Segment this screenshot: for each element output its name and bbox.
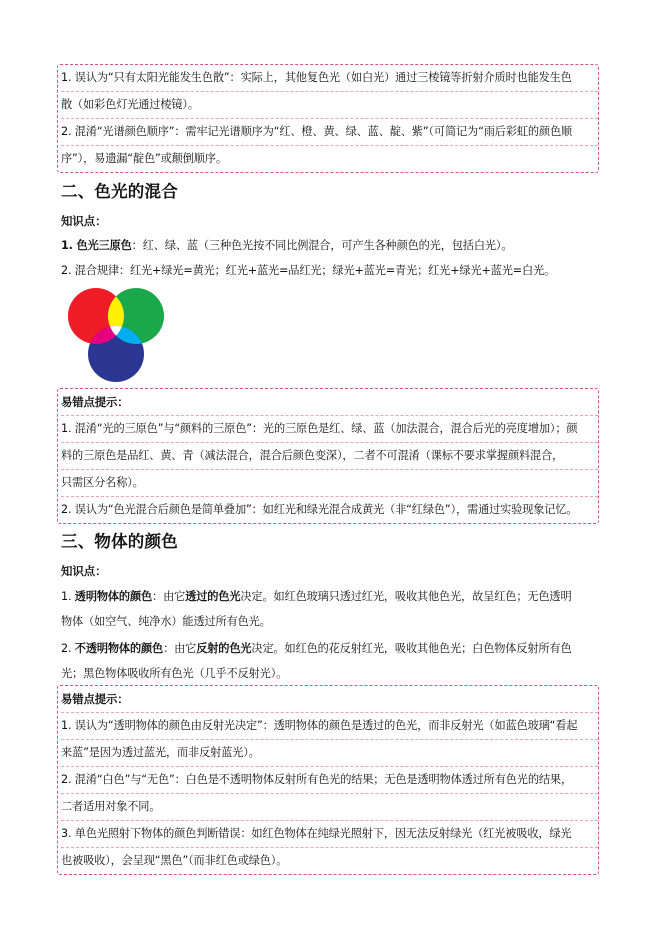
knowledge-p2-line2: 光；黑色物体吸收所有色光（几乎不反射光）。 xyxy=(61,667,288,680)
item-bold: 透过的色光 xyxy=(185,590,241,603)
item-text: 决定。如红色的花反射红光，吸收其他色光；白色物体反射所有色 xyxy=(251,642,572,655)
item-text: 决定。如红色玻璃只透过红光，吸收其他色光，故呈红色；无色透明 xyxy=(240,590,572,603)
tip-line: 1. 误认为“透明物体的颜色由反射光决定”：透明物体的颜色是透过的色光，而非反射光（如蓝色玻璃“看起 xyxy=(61,713,598,740)
item-text: ：红、绿、蓝（三种色光按不同比例混合，可产生各种颜色的光，包括白光）。 xyxy=(131,239,513,252)
tip-line: 二者适用对象不同。 xyxy=(61,794,598,821)
section-heading-color-light-mixing: 二、色光的混合 xyxy=(61,182,178,201)
tip-line: 来蓝”是因为透过蓝光，而非反射蓝光）。 xyxy=(61,740,598,767)
item-number: 1. xyxy=(61,590,75,603)
knowledge-label: 知识点： xyxy=(61,564,107,578)
tip-line: 序”），易遗漏“靛色”或颠倒顺序。 xyxy=(61,152,227,165)
error-tips-box-2 xyxy=(57,388,599,524)
item-bold: 反射的色光 xyxy=(196,642,252,655)
tip-line: 3. 单色光照射下物体的颜色判断错误：如红色物体在纯绿光照射下，因无法反射绿光（红光被吸收，绿光 xyxy=(61,821,598,848)
knowledge-label: 知识点： xyxy=(61,214,107,228)
tip-line: 料的三原色是品红、黄、青（减法混合，混合后颜色变深），二者不可混淆（课标不要求掌握颜料混合， xyxy=(61,443,598,470)
item-text: ：由它 xyxy=(163,642,197,655)
tips-title: 易错点提示： xyxy=(61,686,598,713)
error-tips-box-3 xyxy=(57,685,599,875)
tip-line: 只需区分名称）。 xyxy=(61,470,598,497)
knowledge-p1-line2: 物体（如空气、纯净水）能透过所有色光。 xyxy=(61,615,271,628)
tip-line: 2. 混淆“白色”与“无色”：白色是不透明物体反射所有色光的结果；无色是透明物体透过所有色光的结果， xyxy=(61,767,598,794)
knowledge-p1-line1 xyxy=(61,588,572,604)
tip-line: 2. 误认为“色光混合后颜色是简单叠加”：如红光和绿光混合成黄光（非“红绿色”），需通过实验现象记忆。 xyxy=(61,503,578,516)
tip-line: 也被吸收），会呈现“黑色”（而非红色或绿色）。 xyxy=(61,854,288,867)
error-tips-box-1 xyxy=(57,64,599,173)
rgb-color-mixing-diagram xyxy=(66,288,168,384)
item-number: 2. xyxy=(61,642,75,655)
knowledge-item-2: 2. 混合规律：红光+绿光=黄光；红光+蓝光=品红光；绿光+蓝光=青光；红光+绿光+蓝光=白光。 xyxy=(61,264,556,277)
section-heading-object-color: 三、物体的颜色 xyxy=(61,532,178,551)
tip-line: 1. 混淆“光的三原色”与“颜料的三原色”：光的三原色是红、绿、蓝（加法混合，混合后光的亮度增加）；颜 xyxy=(61,416,598,443)
knowledge-item-1 xyxy=(61,237,512,253)
tip-line: 2. 混淆“光谱颜色顺序”：需牢记光谱顺序为“红、橙、黄、绿、蓝、靛、紫”（可简记为“雨后彩虹的颜色顺 xyxy=(61,119,598,146)
knowledge-p2-line1 xyxy=(61,640,572,656)
tip-line: 散（如彩色灯光通过棱镜）。 xyxy=(61,92,598,119)
item-text: ：由它 xyxy=(152,590,186,603)
tips-title: 易错点提示： xyxy=(61,389,598,416)
item-bold: 不透明物体的颜色 xyxy=(74,642,164,655)
item-bold: 透明物体的颜色 xyxy=(74,590,153,603)
tip-line: 1. 误认为“只有太阳光能发生色散”：实际上，其他复色光（如白光）通过三棱镜等折射介质时也能发生色 xyxy=(61,65,598,92)
item-bold: 1. 色光三原色 xyxy=(61,239,132,252)
